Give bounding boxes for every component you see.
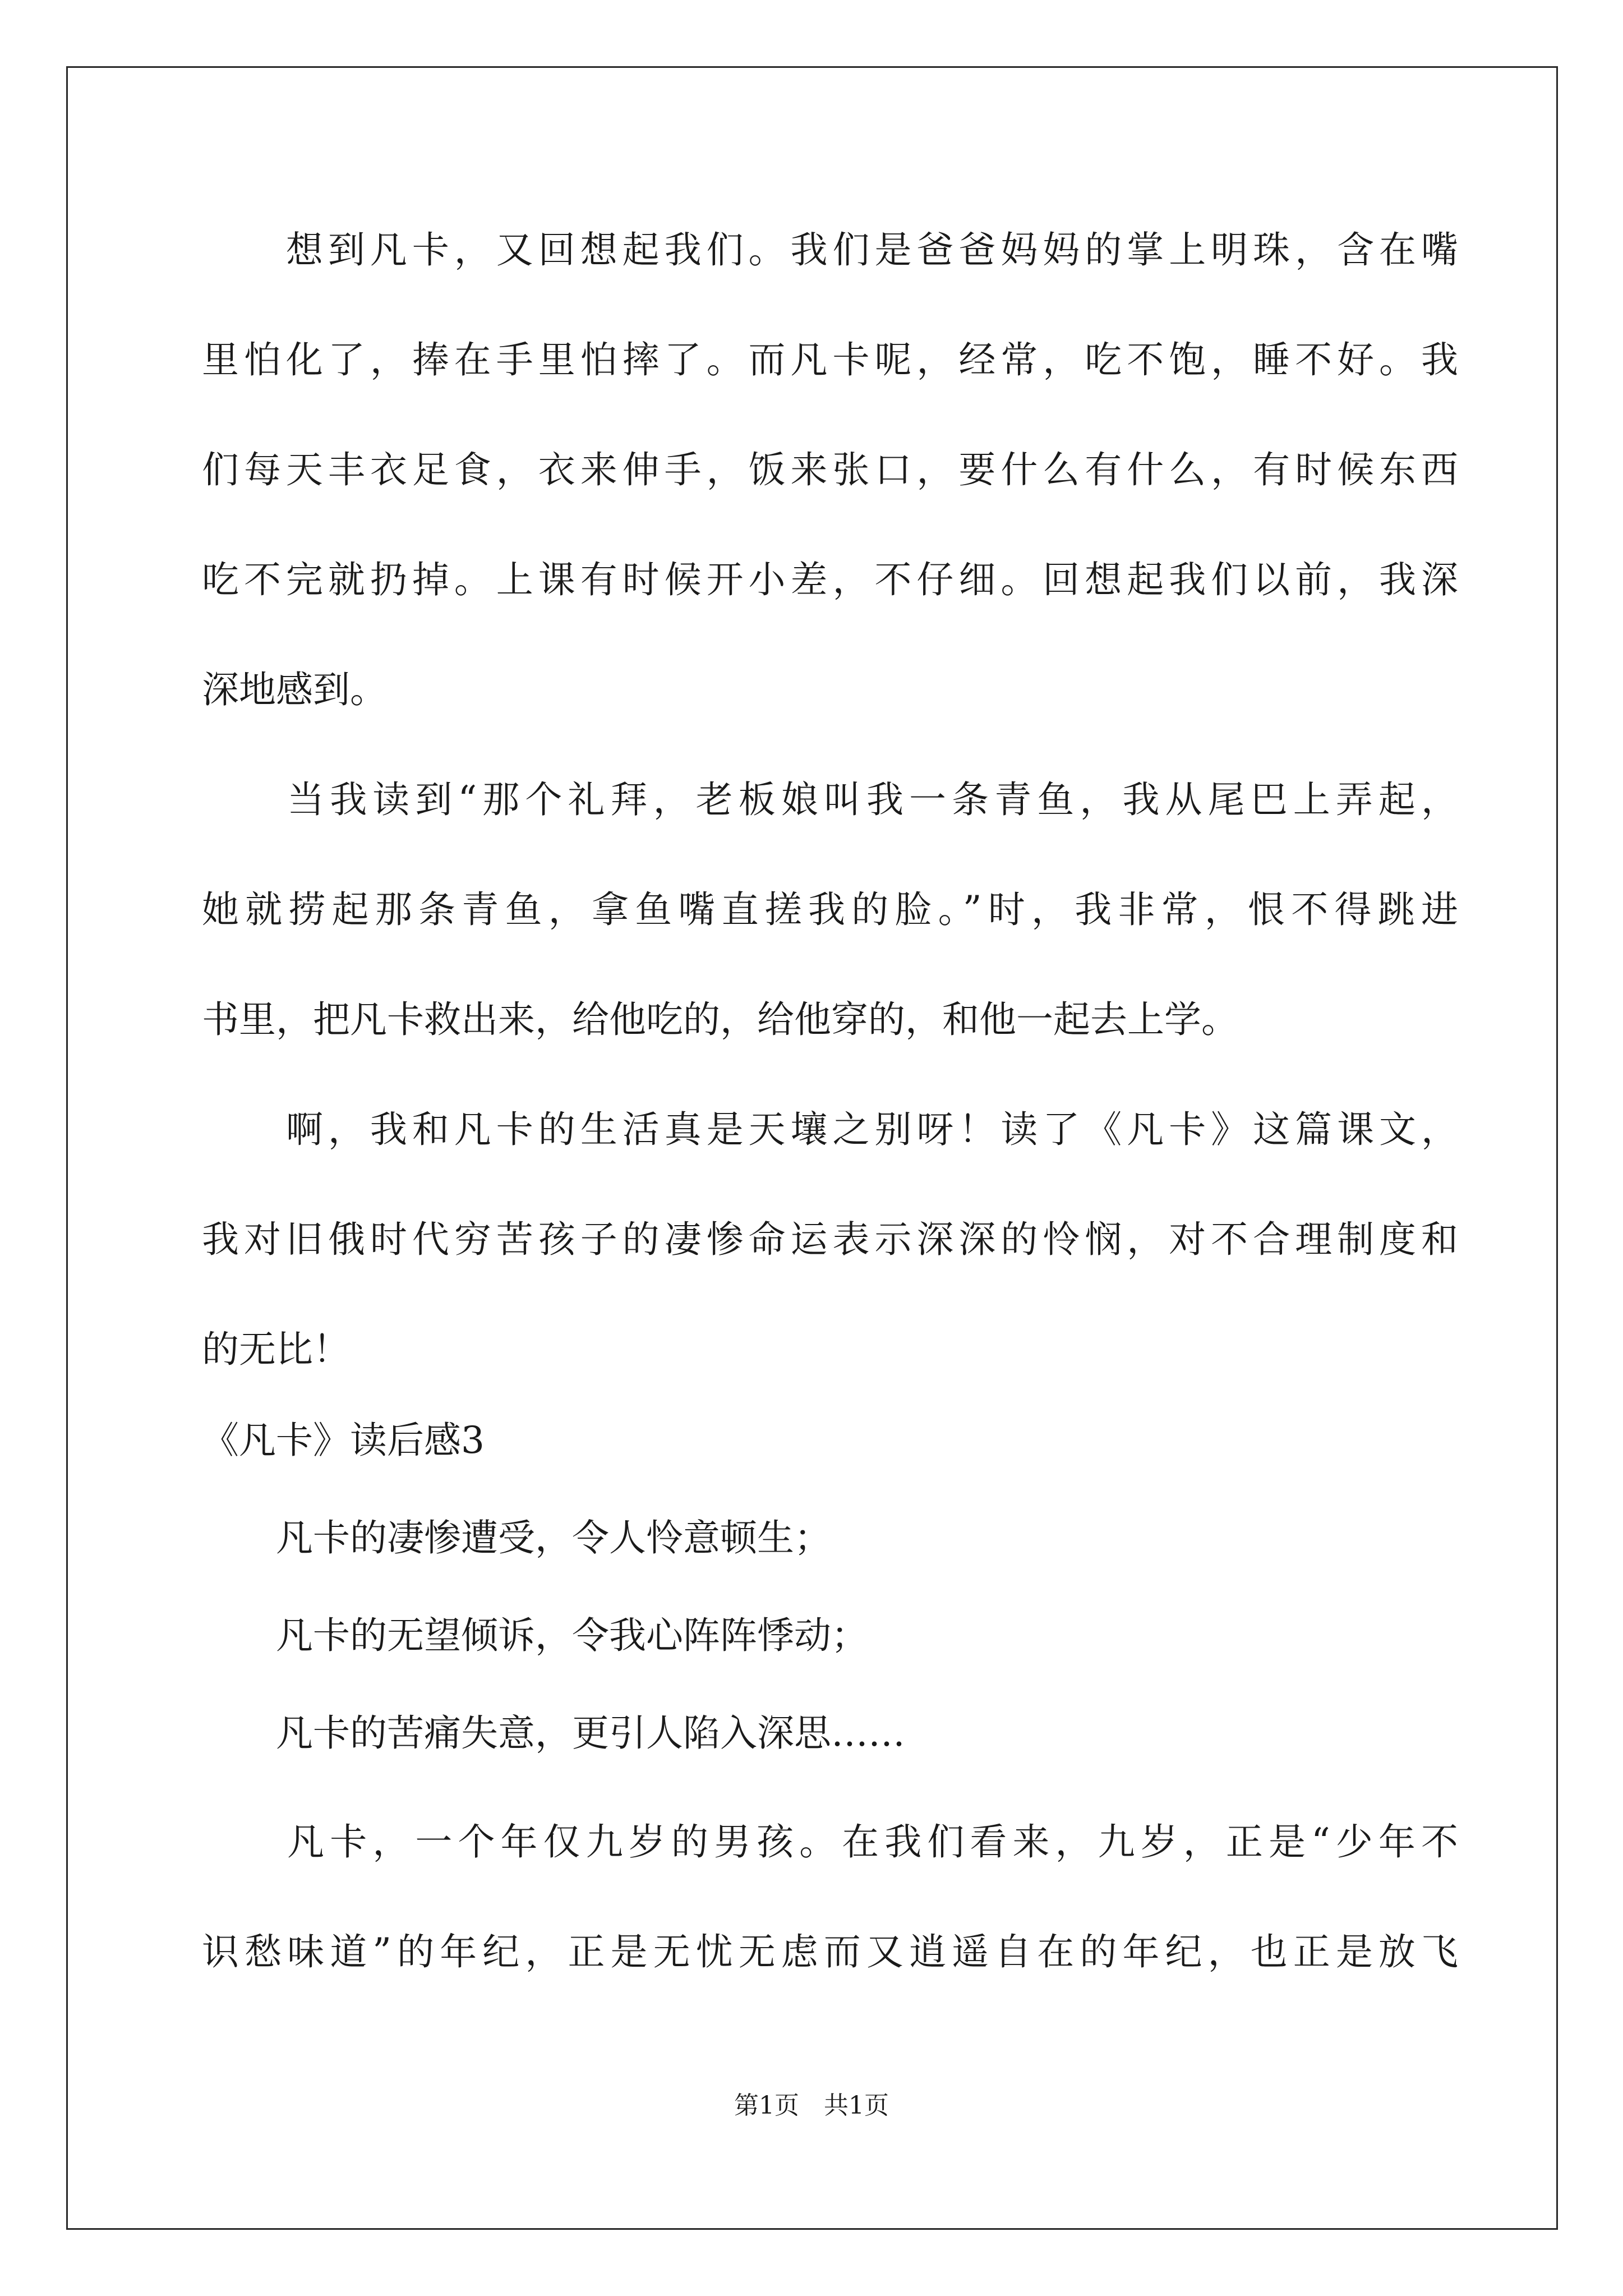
text-line: 书里，把凡卡救出来，给他吃的，给他穿的，和他一起去上学。 bbox=[202, 998, 1238, 1041]
text-line: 凡卡的苦痛失意，更引人陷入深思…… bbox=[202, 1711, 905, 1755]
text-line: 们每天丰衣足食，衣来伸手，饭来张口，要什么有什么，有时候东西 bbox=[202, 448, 1458, 491]
section-heading: 《凡卡》读后感3 bbox=[202, 1419, 485, 1462]
text-line: 想到凡卡，又回想起我们。我们是爸爸妈妈的掌上明珠，含在嘴 bbox=[202, 228, 1458, 272]
page-footer: 第1页 共1页 bbox=[734, 2091, 889, 2120]
text-line: 啊，我和凡卡的生活真是天壤之别呀！读了《凡卡》这篇课文， bbox=[202, 1108, 1458, 1151]
text-line: 吃不完就扔掉。上课有时候开小差，不仔细。回想起我们以前，我深 bbox=[202, 558, 1458, 601]
text-line: 识愁味道”的年纪，正是无忧无虑而又逍遥自在的年纪，也正是放飞 bbox=[202, 1930, 1458, 1973]
text-line: 凡卡，一个年仅九岁的男孩。在我们看来，九岁，正是“少年不 bbox=[202, 1820, 1458, 1864]
text-line: 凡卡的凄惨遭受，令人怜意顿生； bbox=[202, 1516, 831, 1559]
text-line: 凡卡的无望倾诉，令我心阵阵悸动； bbox=[202, 1614, 868, 1657]
text-line: 深地感到。 bbox=[202, 668, 387, 711]
text-line: 她就捞起那条青鱼，拿鱼嘴直搓我的脸。”时，我非常，恨不得跳进 bbox=[202, 888, 1458, 931]
text-line: 我对旧俄时代穷苦孩子的凄惨命运表示深深的怜悯，对不合理制度和 bbox=[202, 1218, 1458, 1261]
text-line: 当我读到“那个礼拜，老板娘叫我一条青鱼，我从尾巴上弄起， bbox=[202, 778, 1458, 821]
text-line: 里怕化了，捧在手里怕摔了。而凡卡呢，经常，吃不饱，睡不好。我 bbox=[202, 338, 1458, 381]
text-line: 的无比！ bbox=[202, 1328, 350, 1371]
